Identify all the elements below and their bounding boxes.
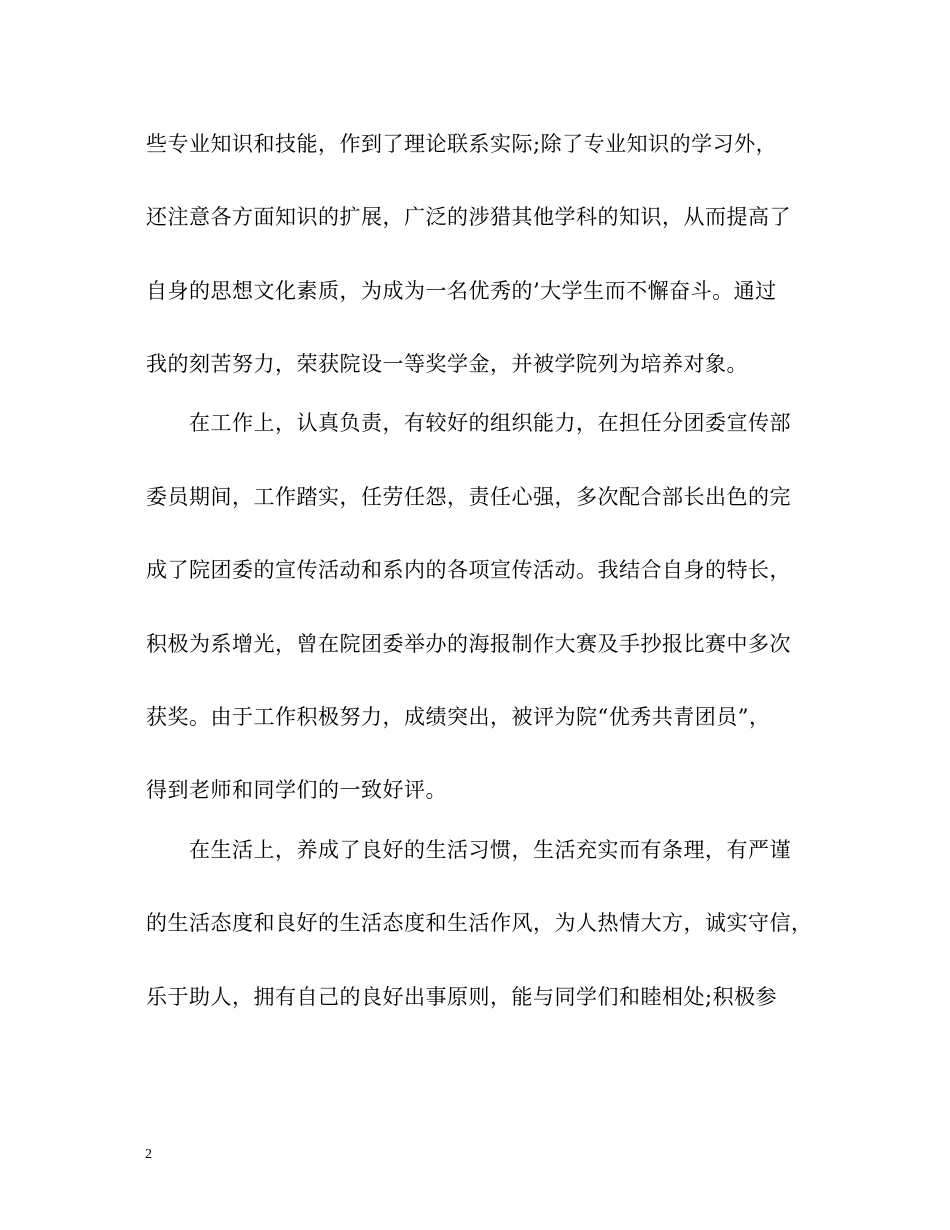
text-line: 乐于助人，拥有自己的良好出事原则，能与同学们和睦相处;积极参 bbox=[146, 985, 778, 1009]
text-line: 在生活上，养成了良好的生活习惯，生活充实而有条理，有严谨 bbox=[146, 838, 791, 862]
text-line: 成了院团委的宣传活动和系内的各项宣传活动。我结合自身的特长， bbox=[146, 558, 791, 582]
text-line: 委员期间，工作踏实，任劳任怨，责任心强，多次配合部长出色的完 bbox=[146, 485, 791, 509]
text-line: 些专业知识和技能，作到了理论联系实际;除了专业知识的学习外， bbox=[146, 132, 778, 156]
text-line: 自身的思想文化素质，为成为一名优秀的’大学生而不懈奋斗。通过 bbox=[146, 279, 777, 303]
page-number: 2 bbox=[145, 1147, 152, 1162]
text-line: 的生活态度和良好的生活态度和生活作风，为人热情大方，诚实守信， bbox=[146, 911, 813, 935]
text-line: 积极为系增光，曾在院团委举办的海报制作大赛及手抄报比赛中多次 bbox=[146, 632, 791, 656]
text-line: 获奖。由于工作积极努力，成绩突出，被评为院“优秀共青团员”， bbox=[146, 705, 771, 729]
text-line: 还注意各方面知识的扩展，广泛的涉猎其他学科的知识，从而提高了 bbox=[146, 205, 791, 229]
text-line: 我的刻苦努力，荣获院设一等奖学金，并被学院列为培养对象。 bbox=[146, 352, 748, 376]
text-line: 得到老师和同学们的一致好评。 bbox=[146, 778, 447, 802]
text-line: 在工作上，认真负责，有较好的组织能力，在担任分团委宣传部 bbox=[146, 411, 791, 435]
